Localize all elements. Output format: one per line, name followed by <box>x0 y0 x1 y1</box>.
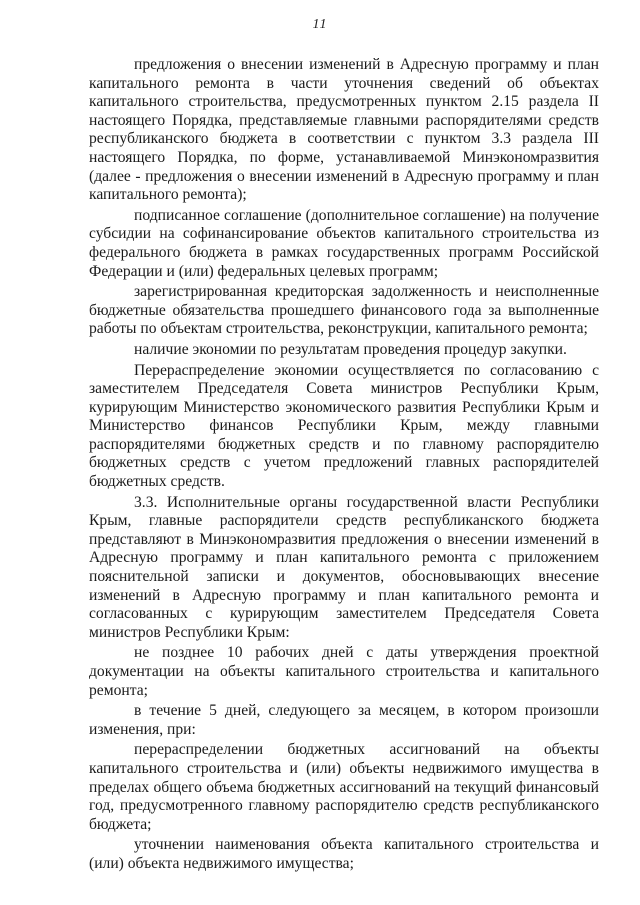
paragraph-deadline-10-days: не позднее 10 рабочих дней с даты утверждения проектной документации на объекты капитального строительства и капитального ремонта; <box>89 644 599 699</box>
document-body <box>89 56 599 876</box>
paragraph-reallocation: перераспределении бюджетных ассигнований на объекты капитального строительства и (или) объекты недвижимого имущества в пределах общего объема бюджетных ассигнований на текущий финансовый год, предусмотренного главному распорядителю средств республиканского бюджета; <box>89 741 599 833</box>
paragraph-economy-availability: наличие экономии по результатам проведения процедур закупки. <box>134 340 567 358</box>
paragraph-registered-debt: зарегистрированная кредиторская задолженность и неисполненные бюджетные обязательства прошедшего финансового года за выполненные работы по объектам строительства, реконструкции, капитального ремонта; <box>89 283 599 338</box>
paragraph-economy-redistribution: Перераспределение экономии осуществляется по согласованию с заместителем Председателя Совета министров Республики Крым, курирующим Министерство экономического развития Республики Крым и Министерство финансов Республики Крым, между главными распорядителями бюджетных средств и по главному распорядителю бюджетных средств с учетом предложений главных распорядителей бюджетных средств. <box>89 361 599 491</box>
paragraph-proposals-changes: предложения о внесении изменений в Адресную программу и план капитального ремонта в части уточнения сведений об объектах капитального строительства, предусмотренных пунктом 2.15 раздела II настоящего Порядка, представляемые главными распорядителями средств республиканского бюджета в соответствии с пунктом 3.3 раздела III настоящего Порядка, по форме, устанавливаемой Минэкономразвития (далее - предложения о внесении изменений в Адресную программу и план капитального ремонта); <box>89 56 599 204</box>
paragraph-section-3-3: 3.3. Исполнительные органы государственной власти Республики Крым, главные распорядители средств республиканского бюджета представляют в Минэкономразвития предложения о внесении изменений в Адресную программу и план капитального ремонта с приложением пояснительной записки и документов, обосновывающих внесение изменений в Адресную программу и план капитального ремонта и согласованных с курирующим заместителем Председателя Совета министров Республики Крым: <box>89 493 599 641</box>
page-number: 11 <box>312 17 328 32</box>
paragraph-within-5-days: в течение 5 дней, следующего за месяцем, в котором произошли изменения, при: <box>89 702 599 738</box>
paragraph-signed-agreement: подписанное соглашение (дополнительное соглашение) на получение субсидии на софинансирование объектов капитального строительства из федерального бюджета в рамках государственных программ Российской Федерации и (или) федеральных целевых программ; <box>89 206 599 280</box>
paragraph-name-clarification: уточнении наименования объекта капитального строительства и (или) объекта недвижимого имущества; <box>89 836 599 872</box>
